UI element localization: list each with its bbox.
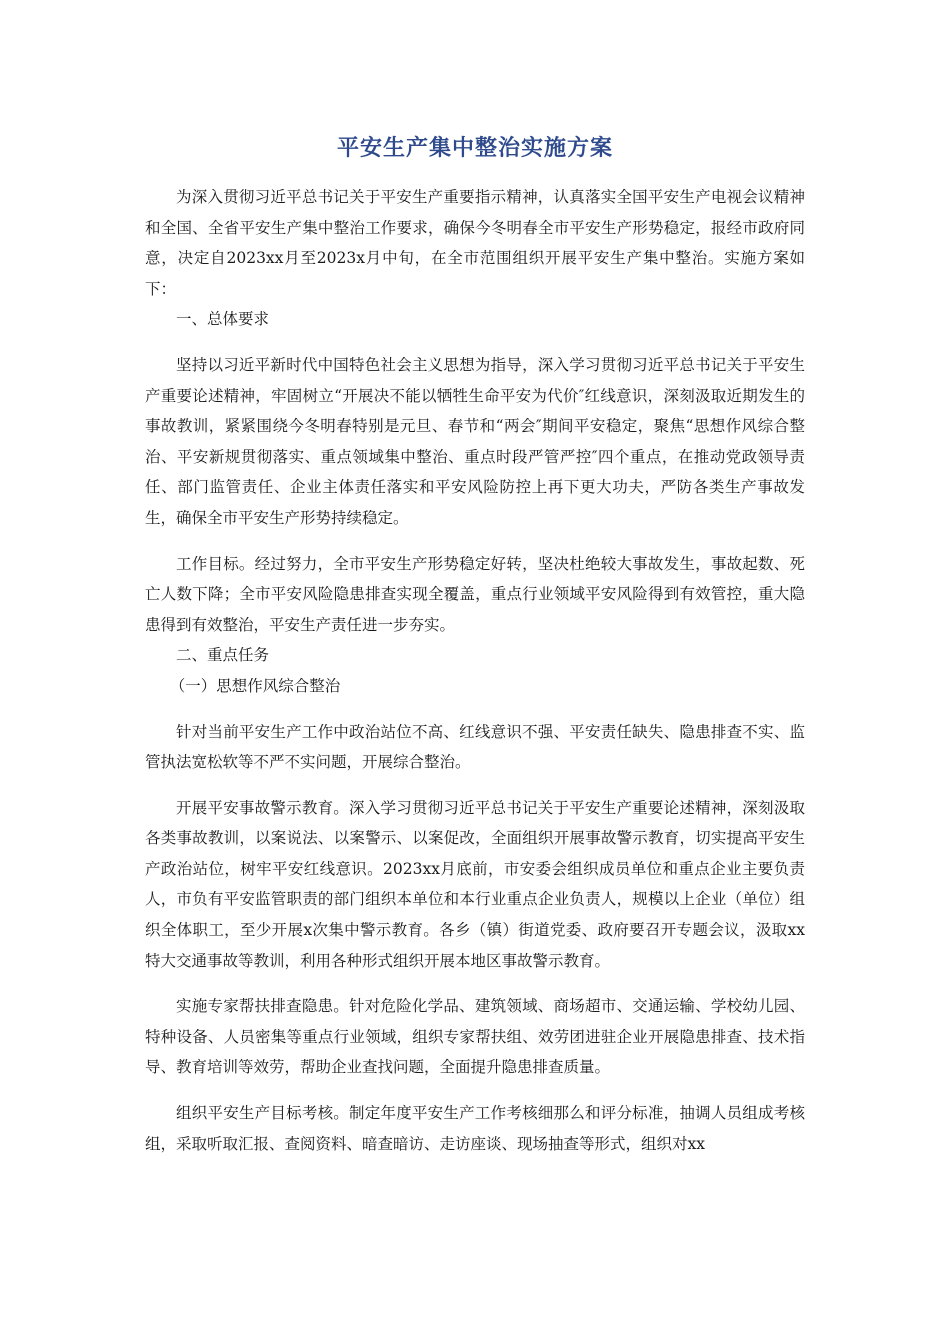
guiding-ideology-paragraph: 坚持以习近平新时代中国特色社会主义思想为指导，深入学习贯彻习近平总书记关于平安生产重要论述精神，牢固树立“开展决不能以牺牲生命平安为代价″红线意识，深刻汲取近期发生的事故教训，紧紧围绕今冬明春特别是元旦、春节和“两会″期间平安稳定，聚焦“思想作风综合整治、平安新规贯彻落实、重点领域集中整治、重点时段严管严控″四个重点，在推动党政领导责任、部门监管责任、企业主体责任落实和平安风险防控上再下更大功夫，严防各类生产事故发生，确保全市平安生产形势持续稳定。 <box>145 355 805 527</box>
target-assessment-paragraph: 组织平安生产目标考核。制定年度平安生产工作考核细那么和评分标准，抽调人员组成考核组，采取听取汇报、查阅资料、暗查暗访、走访座谈、现场抽查等形式，组织对xx <box>145 1104 805 1153</box>
section-heading-key-tasks: 二、重点任务 <box>176 646 270 665</box>
document-body <box>145 182 805 1159</box>
document-title: 平安生产集中整治实施方案 <box>336 136 613 161</box>
expert-assistance-paragraph: 实施专家帮扶排查隐患。针对危险化学品、建筑领域、商场超市、交通运输、学校幼儿园、特种设备、人员密集等重点行业领域，组织专家帮扶组、效劳团进驻企业开展隐患排查、技术指导、教育培训等效劳，帮助企业查找问题，全面提升隐患排查质量。 <box>145 997 805 1077</box>
warning-education-paragraph: 开展平安事故警示教育。深入学习贯彻习近平总书记关于平安生产重要论述精神，深刻汲取各类事故教训，以案说法、以案警示、以案促改，全面组织开展事故警示教育，切实提高平安生产政治站位，树牢平安红线意识。2023xx月底前，市安委会组织成员单位和重点企业主要负责人，市负有平安监管职责的部门组织本单位和本行业重点企业负责人，规模以上企业（单位）组织全体职工，至少开展x次集中警示教育。各乡（镇）街道党委、政府要召开专题会议，汲取xx特大交通事故等教训，利用各种形式组织开展本地区事故警示教育。 <box>145 798 805 970</box>
rectification-scope-paragraph: 针对当前平安生产工作中政治站位不高、红线意识不强、平安责任缺失、隐患排查不实、监管执法宽松软等不严不实问题，开展综合整治。 <box>145 722 805 772</box>
intro-paragraph: 为深入贯彻习近平总书记关于平安生产重要指示精神，认真落实全国平安生产电视会议精神和全国、全省平安生产集中整治工作要求，确保今冬明春全市平安生产形势稳定，报经市政府同意，决定自2023xx月至2023x月中旬，在全市范围组织开展平安生产集中整治。实施方案如下： <box>145 188 805 298</box>
work-goals-paragraph: 工作目标。经过努力，全市平安生产形势稳定好转，坚决杜绝较大事故发生，事故起数、死亡人数下降；全市平安风险隐患排查实现全覆盖，重点行业领域平安风险得到有效管控，重大隐患得到有效整治，平安生产责任进一步夯实。 <box>145 554 805 634</box>
subsection-heading-style-rectification: （一）思想作风综合整治 <box>169 676 341 695</box>
section-heading-general-requirements: 一、总体要求 <box>176 310 270 329</box>
